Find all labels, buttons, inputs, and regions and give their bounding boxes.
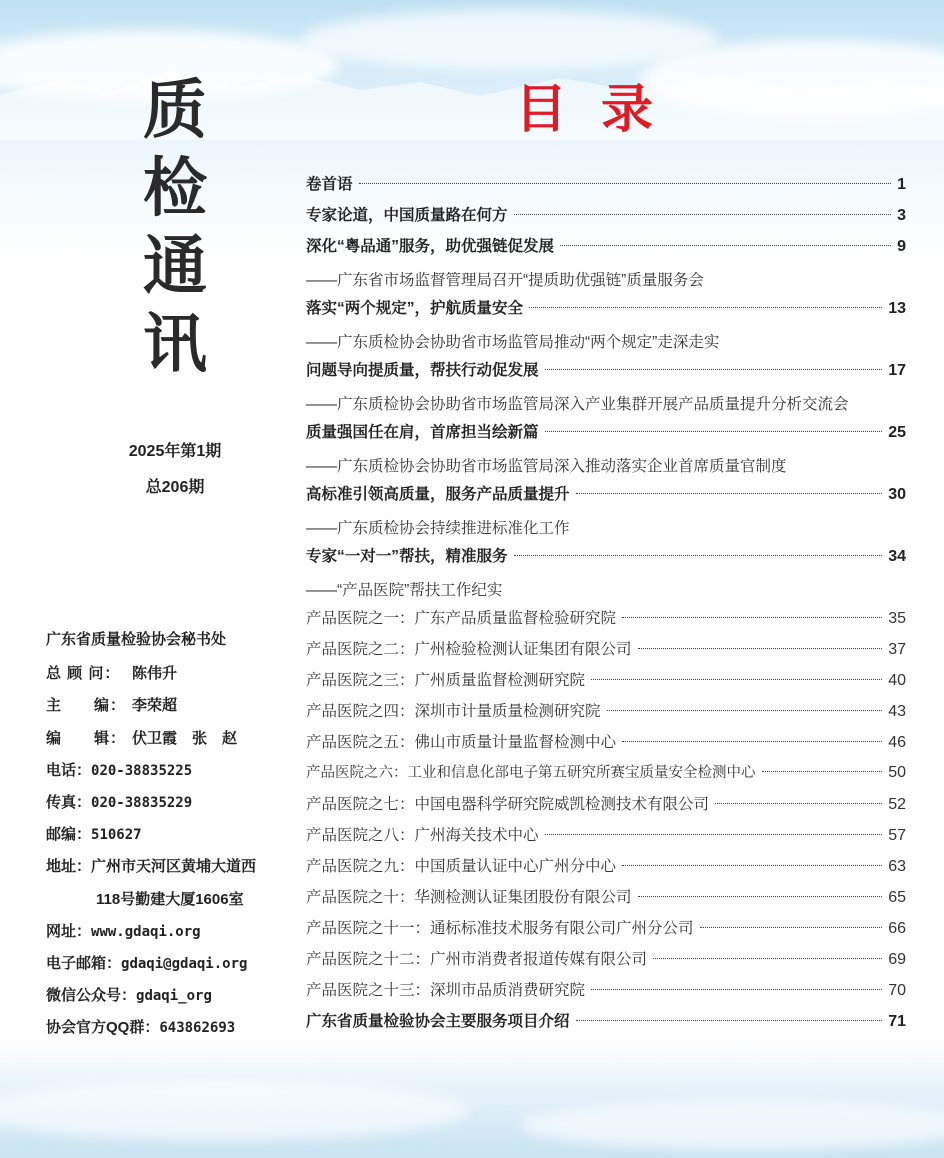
toc-page-number: 46 [888,734,906,751]
toc-entry[interactable] [306,1009,906,1040]
toc-entry-title: 产品医院之六：工业和信息化部电子第五研究所赛宝质量安全检测中心 [306,765,756,781]
toc-subtitle: ——广东质检协会协助省市场监管局深入产业集群开展产品质量提升分析交流会 [306,396,849,413]
toc-page-number: 3 [897,207,906,224]
toc-hospital-entry[interactable] [306,637,906,668]
toc-page-number: 43 [888,703,906,720]
email-link[interactable]: gdaqi@gdaqi.org [121,955,248,972]
phone-number: 020-38835225 [91,762,193,779]
toc-page-number: 13 [888,300,906,317]
leader-dots [529,307,882,308]
toc-page-number: 70 [888,982,906,999]
toc-entry-title: 产品医院之八：广州海关技术中心 [306,827,539,844]
leader-dots [545,834,883,835]
address-label: 地址： [46,858,92,876]
toc-hospital-entry[interactable] [306,699,906,730]
toc-entry-title: 产品医院之二：广州检验检测认证集团有限公司 [306,641,632,658]
toc-entry-title: 产品医院之五：佛山市质量计量监督检测中心 [306,734,617,751]
toc-entry-title: 高标准引领高质量，服务产品质量提升 [306,486,570,503]
toc-entry-title: 产品医院之十一：通标标准技术服务有限公司广州分公司 [306,920,694,937]
total-issue-number: 总206期 [145,479,205,496]
toc-page-number: 9 [897,238,906,255]
masthead-char: 检 [143,151,207,226]
qq-group-number: 643862693 [159,1020,236,1037]
toc-entry-title: 专家论道，中国质量路在何方 [306,207,508,224]
sky-cloud [520,1100,944,1150]
leader-dots [622,741,882,742]
fax-number: 020-38835229 [91,794,193,811]
toc-page-number: 35 [888,610,906,627]
toc-hospital-entry[interactable] [306,730,906,761]
toc-entry-title: 产品医院之七：中国电器科学研究院威凯检测技术有限公司 [306,796,710,813]
advisor-row [46,658,306,690]
toc-page-number: 37 [888,641,906,658]
toc-page-number: 65 [888,889,906,906]
toc-hospital-entry[interactable] [306,916,906,947]
toc-entry-title: 卷首语 [306,176,353,193]
toc-entry-title: 落实“两个规定”，护航质量安全 [306,300,524,317]
toc-page-number: 25 [888,424,906,441]
leader-dots [607,710,883,711]
toc-page-number: 34 [888,548,906,565]
phone-row [46,755,306,787]
website-label: 网址： [46,922,92,940]
wechat-id: gdaqi_org [136,988,212,1005]
postcode-row [46,819,306,851]
leader-dots [545,431,883,432]
fax-label: 传真： [46,793,92,811]
toc-subtitle: ——“产品医院”帮扶工作纪实 [306,582,503,599]
toc-page-number: 66 [888,920,906,937]
leader-dots [545,369,883,370]
toc-entry-title: 广东省质量检验协会主要服务项目介绍 [306,1013,570,1030]
postcode-value: 510627 [91,827,142,844]
leader-dots [591,679,882,680]
toc-subtitle: ——广东质检协会持续推进标准化工作 [306,520,570,537]
editor-row [46,690,306,722]
leader-dots [622,617,882,618]
leader-dots [700,927,883,928]
copy-editor-names: 伏卫霞 张 赵 [132,729,238,747]
toc-hospital-entry[interactable] [306,668,906,699]
leader-dots [638,648,883,649]
toc-page-number: 69 [888,951,906,968]
masthead-char: 质 [143,73,207,148]
toc-subtitle: ——广东质检协会协助省市场监管局推动“两个规定”走深走实 [306,334,720,351]
copy-editor-label: 编 辑： [46,729,127,747]
leader-dots [653,958,882,959]
publisher-org: 广东省质量检验协会秘书处 [46,631,227,648]
toc-page-number: 30 [888,486,906,503]
contact-info [46,624,306,1044]
toc-page-number: 40 [888,672,906,689]
advisor-label: 总 顾 问： [46,665,121,683]
leader-dots [560,245,891,246]
toc-page-number: 1 [897,176,906,193]
postcode-label: 邮编： [46,826,92,844]
toc-page-number: 17 [888,362,906,379]
qq-label: 协会官方QQ群： [46,1019,160,1037]
address-line-2: 118号勤建大厦1606室 [96,890,244,908]
leader-dots [576,493,883,494]
fax-row [46,787,306,819]
toc-entry[interactable] [306,420,906,451]
sky-cloud [0,1080,470,1140]
advisor-name: 陈伟升 [132,665,178,683]
toc-entry[interactable] [306,482,906,513]
toc-entry-title: 问题导向提质量，帮扶行动促发展 [306,362,539,379]
leader-dots [622,865,882,866]
wechat-row [46,980,306,1012]
toc-entry-title: 产品医院之三：广州质量监督检测研究院 [306,672,586,689]
leader-dots [576,1020,883,1021]
toc-entry[interactable] [306,203,906,234]
toc-hospital-entry[interactable] [306,792,906,823]
copy-editor-row [46,723,306,755]
leader-dots [591,989,882,990]
toc-title: 目录 [515,80,688,140]
toc-entry-title: 产品医院之四：深圳市计量质量检测研究院 [306,703,601,720]
toc-entry-title: 专家“一对一”帮扶，精准服务 [306,548,508,565]
toc-entry[interactable] [306,296,906,327]
qq-row [46,1012,306,1044]
toc-entry-title: 质量强国任在肩，首席担当绘新篇 [306,424,539,441]
toc-subtitle: ——广东质检协会协助省市场监管局深入推动落实企业首席质量官制度 [306,458,787,475]
editor-label: 主 编： [46,697,127,715]
magazine-masthead [130,72,220,384]
website-row [46,916,306,948]
toc-page-number: 50 [888,764,906,781]
toc-entry-title: 产品医院之九：中国质量认证中心广州分中心 [306,858,617,875]
toc-page-number: 63 [888,858,906,875]
leader-dots [514,555,883,556]
toc-hospital-entry[interactable] [306,854,906,885]
email-label: 电子邮箱： [46,954,122,972]
toc-hospital-entry[interactable] [306,761,906,792]
table-of-contents [306,172,906,1040]
phone-label: 电话： [46,761,92,779]
toc-hospital-entry[interactable] [306,823,906,854]
toc-hospital-entry[interactable] [306,947,906,978]
leader-dots [359,183,892,184]
toc-entry[interactable] [306,172,906,203]
issue-number: 2025年第1期 [128,443,222,460]
toc-entry-title: 产品医院之十二：广州市消费者报道传媒有限公司 [306,951,648,968]
address-row [46,851,306,883]
leader-dots [638,896,883,897]
editor-name: 李荣超 [132,697,178,715]
toc-entry-title: 产品医院之一：广东产品质量监督检验研究院 [306,610,617,627]
wechat-label: 微信公众号： [46,987,137,1005]
toc-entry[interactable] [306,358,906,389]
toc-hospital-entry[interactable] [306,978,906,1009]
toc-page-number: 57 [888,827,906,844]
leader-dots [762,771,883,772]
toc-hospital-entry[interactable] [306,606,906,637]
toc-page-number: 52 [888,796,906,813]
toc-subtitle: ——广东省市场监督管理局召开“提质助优强链”质量服务会 [306,272,704,289]
masthead-char: 通 [143,229,207,304]
email-row [46,948,306,980]
toc-entry-title: 产品医院之十三：深圳市品质消费研究院 [306,982,586,999]
masthead-char: 讯 [143,307,207,382]
toc-entry[interactable] [306,234,906,265]
toc-entry[interactable] [306,544,906,575]
toc-entry-title: 深化“粤品通”服务，助优强链促发展 [306,238,555,255]
toc-hospital-entry[interactable] [306,885,906,916]
website-link[interactable]: www.gdaqi.org [91,923,201,940]
toc-page-number: 71 [888,1013,906,1030]
leader-dots [514,214,892,215]
address-line-1: 广州市天河区黄埔大道西 [91,858,257,876]
leader-dots [715,803,882,804]
toc-entry-title: 产品医院之十：华测检测认证集团股份有限公司 [306,889,632,906]
